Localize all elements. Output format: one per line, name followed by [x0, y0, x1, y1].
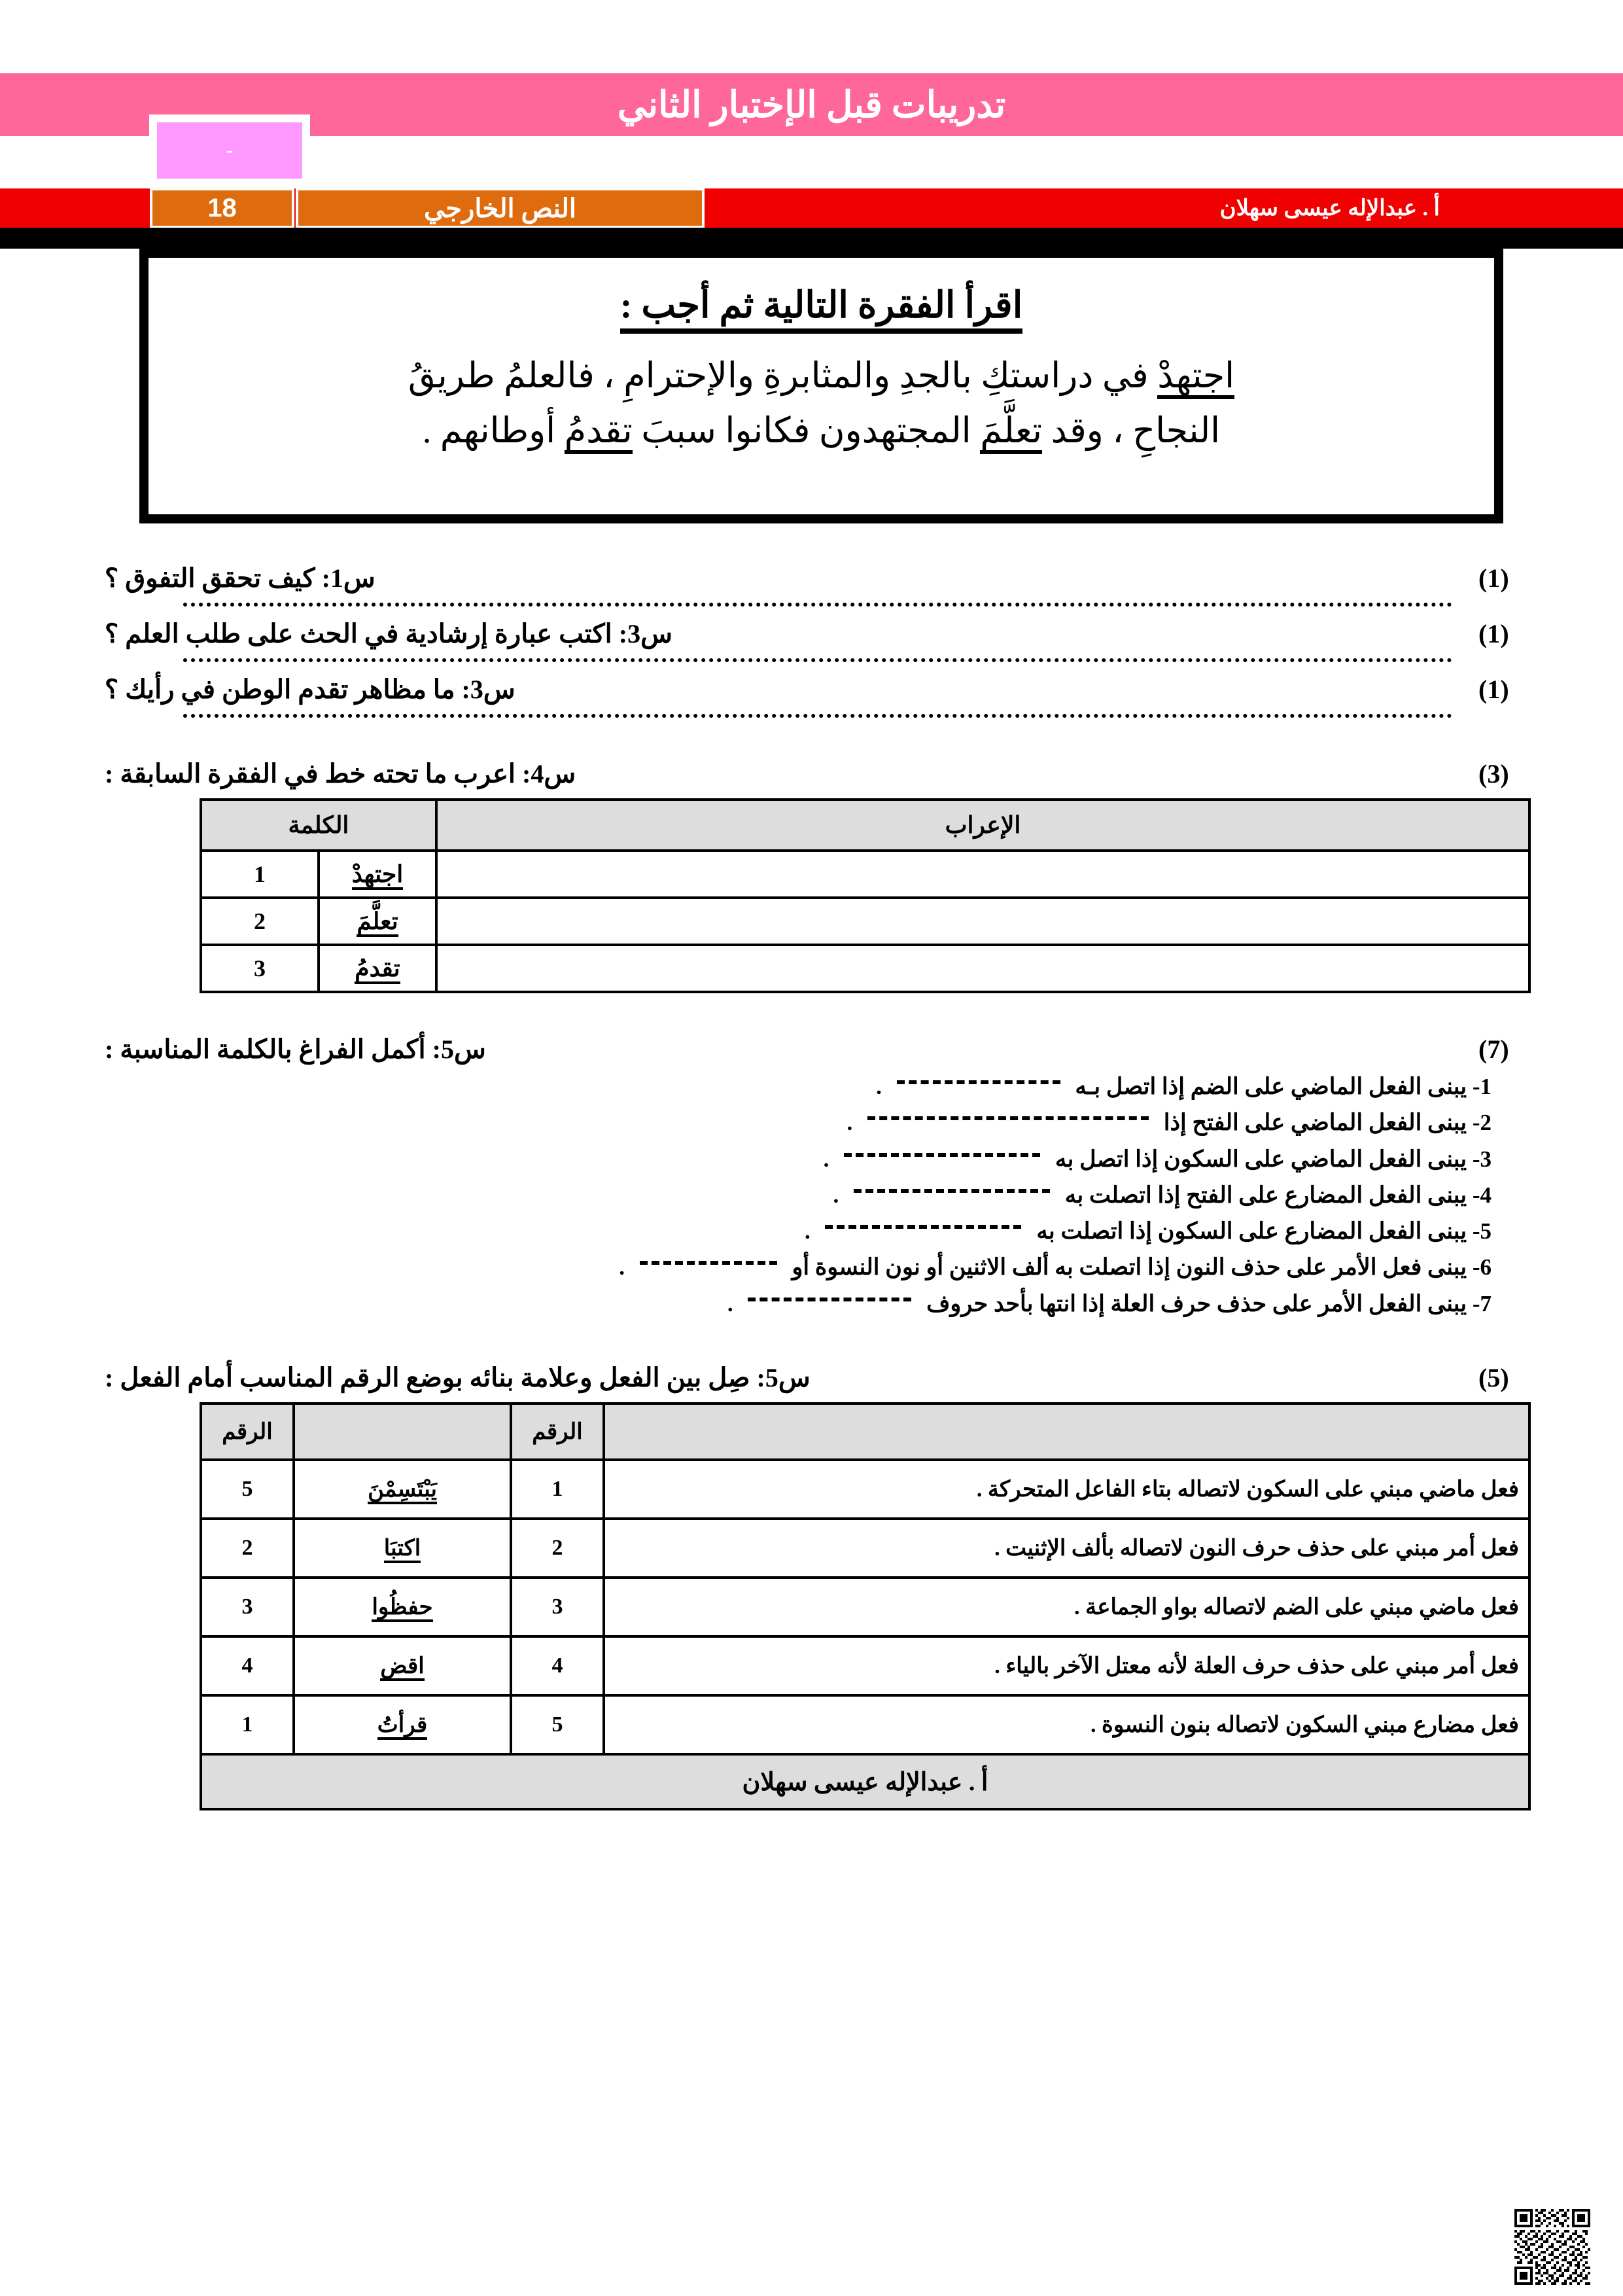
item-period: . — [619, 1254, 625, 1280]
item-number: 1- — [1472, 1074, 1492, 1099]
item-number: 7- — [1472, 1290, 1492, 1316]
item-number: 2- — [1472, 1110, 1492, 1136]
item-text: يبنى الفعل المضارع على الفتح إذا اتصلت به — [1064, 1182, 1467, 1208]
table-footer-row — [201, 1754, 1529, 1809]
item-number: 3- — [1472, 1146, 1492, 1172]
question-mark-4: (3) — [1478, 759, 1509, 788]
teacher-name-footer: أ . عبدالإله عيسى سهلان — [201, 1754, 1529, 1809]
item-text: يبنى الفعل الماضي على الفتح إذا — [1163, 1110, 1467, 1136]
question-text-5: س5: أكمل الفراغ بالكلمة المناسبة : — [105, 1034, 486, 1064]
verb-cell: اقض — [294, 1636, 511, 1695]
num-right-answer-cell[interactable]: 4 — [201, 1636, 294, 1695]
verb-cell: حفظُوا — [294, 1578, 511, 1636]
question-text-3: س3: ما مظاهر تقدم الوطن في رأيك ؟ — [105, 675, 515, 704]
desc-cell: فعل أمر مبني على حذف حرف العلة لأنه معتل الآخر بالياء . — [604, 1636, 1529, 1695]
table-header-row — [201, 1404, 1529, 1460]
item-number: 4- — [1472, 1182, 1492, 1208]
irab-answer-cell[interactable] — [436, 945, 1529, 992]
item-text: يبنى الفعل المضارع على السكون إذا اتصلت به — [1036, 1218, 1467, 1245]
desc-cell: فعل ماضي مبني على السكون لاتصاله بتاء الفاعل المتحركة . — [604, 1460, 1529, 1519]
word-cell: اجتهدْ — [319, 851, 436, 898]
table-row — [201, 851, 1529, 898]
table-row — [201, 1460, 1529, 1519]
passage-heading — [177, 284, 1465, 327]
qr-code — [1514, 2209, 1590, 2285]
fill-in-blank-list — [105, 1069, 1531, 1322]
item-period: . — [727, 1290, 733, 1316]
question-text-6: س5: صِل بين الفعل وعلامة بنائه بوضع الرقم المناسب أمام الفعل : — [105, 1363, 811, 1393]
table-row — [201, 1636, 1529, 1695]
irab-answer-cell[interactable] — [436, 851, 1529, 898]
question-mark-1: (1) — [1478, 563, 1509, 593]
question-row-1 — [105, 563, 1531, 593]
item-number: 6- — [1472, 1254, 1492, 1280]
list-item — [105, 1249, 1492, 1285]
blank-field[interactable] — [867, 1116, 1149, 1120]
row-number-cell: 2 — [201, 898, 319, 945]
verb-cell: قرأتُ — [294, 1695, 511, 1754]
passage-line2-a: النجاحِ ، وقد — [1042, 410, 1221, 450]
item-number: 5- — [1472, 1218, 1492, 1245]
item-period: . — [846, 1110, 853, 1136]
list-item — [105, 1286, 1492, 1322]
item-text: يبنى الفعل الماضي على الضم إذا اتصل بـه — [1075, 1074, 1467, 1099]
num-left-cell: 4 — [511, 1636, 604, 1695]
passage-underlined-word-3: تقدمُ — [565, 411, 633, 454]
table-row — [201, 898, 1529, 945]
blank-field[interactable] — [854, 1189, 1050, 1193]
irab-answer-cell[interactable] — [436, 898, 1529, 945]
item-text: يبنى الفعل الماضي على السكون إذا اتصل به — [1055, 1146, 1467, 1172]
question-text-4: س4: اعرب ما تحته خط في الفقرة السابقة : — [105, 759, 576, 788]
question-text-1: س1: كيف تحقق التفوق ؟ — [105, 563, 375, 593]
verb-cell: يَبْتَسِمْنَ — [294, 1460, 511, 1519]
table-row — [201, 1578, 1529, 1636]
item-text: يبنى فعل الأمر على حذف النون إذا اتصلت به ألف الاثنين أو نون النسوة أو — [792, 1254, 1467, 1280]
list-item — [105, 1141, 1492, 1177]
table-row — [201, 945, 1529, 992]
passage-underlined-word-2: تعلَّمَ — [980, 411, 1042, 454]
desc-cell: فعل أمر مبني على حذف حرف النون لاتصاله بألف الإثنيت . — [604, 1519, 1529, 1578]
question-mark-5: (7) — [1478, 1034, 1509, 1064]
passage-underlined-word-1: اجتهدْ — [1157, 356, 1234, 399]
worksheet-content — [105, 563, 1531, 1810]
list-item — [105, 1213, 1492, 1249]
row-number-cell: 1 — [201, 851, 319, 898]
desc-cell: فعل مضارع مبني السكون لاتصاله بنون النسوة . — [604, 1695, 1529, 1754]
question-text-2: س3: اكتب عبارة إرشادية في الحث على طلب العلم ؟ — [105, 619, 672, 648]
word-cell: تعلَّمَ — [319, 898, 436, 945]
blank-field[interactable] — [897, 1080, 1060, 1084]
num-right-answer-cell[interactable]: 3 — [201, 1578, 294, 1636]
num-right-column-header: الرقم — [201, 1404, 294, 1460]
word-cell: تقدمُ — [319, 945, 436, 992]
header-pink-chip: - — [149, 115, 310, 186]
blank-field[interactable] — [844, 1153, 1040, 1157]
passage-line2-c: المجتهدون فكانوا سببَ — [632, 410, 981, 450]
num-left-cell: 1 — [511, 1460, 604, 1519]
matching-table — [200, 1402, 1531, 1810]
item-text: يبنى الفعل الأمر على حذف حرف العلة إذا انتها بأحد حروف — [926, 1290, 1467, 1316]
passage-line2-e: أوطانهم . — [422, 410, 565, 450]
table-row — [201, 1695, 1529, 1754]
desc-cell: فعل ماضي مبني على الضم لاتصاله بواو الجماعة . — [604, 1578, 1529, 1636]
passage-line1-rest: في دراستكِ بالجدِ والمثابرةِ والإحترامِ ، فالعلمُ طريقُ — [408, 356, 1158, 395]
blank-field[interactable] — [825, 1225, 1021, 1229]
num-right-answer-cell[interactable]: 5 — [201, 1460, 294, 1519]
passage-box — [139, 249, 1503, 523]
question-row-3 — [105, 674, 1531, 705]
question-mark-6: (5) — [1478, 1363, 1509, 1393]
list-item — [105, 1177, 1492, 1213]
num-left-cell: 2 — [511, 1519, 604, 1578]
word-column-header: الكلمة — [201, 800, 436, 851]
item-period: . — [823, 1146, 829, 1172]
question-row-5 — [105, 1034, 1531, 1065]
passage-body — [177, 349, 1465, 458]
irab-column-header: الإعراب — [436, 800, 1529, 851]
passage-heading-text: اقرأ الفقرة التالية ثم أجب : — [620, 285, 1023, 334]
irab-table — [200, 798, 1531, 993]
question-mark-3: (1) — [1478, 675, 1509, 704]
num-right-answer-cell[interactable]: 1 — [201, 1695, 294, 1754]
row-number-cell: 3 — [201, 945, 319, 992]
item-period: . — [876, 1074, 882, 1099]
page-title: تدريبات قبل الإختبار الثاني — [617, 84, 1006, 126]
list-item — [105, 1104, 1492, 1140]
table-header-row — [201, 800, 1529, 851]
question-row-6 — [105, 1362, 1531, 1393]
item-period: . — [833, 1182, 839, 1208]
question-row-4 — [105, 758, 1531, 789]
num-right-answer-cell[interactable]: 2 — [201, 1519, 294, 1578]
teacher-name-header: أ . عبدالإله عيسى سهلان — [1219, 196, 1440, 221]
blank-field[interactable] — [640, 1261, 777, 1265]
verb-column-header — [294, 1404, 511, 1460]
num-left-cell: 3 — [511, 1578, 604, 1636]
list-item — [105, 1069, 1492, 1104]
question-mark-2: (1) — [1478, 619, 1509, 648]
num-left-column-header: الرقم — [511, 1404, 604, 1460]
verb-cell: اكتبَا — [294, 1519, 511, 1578]
num-left-cell: 5 — [511, 1695, 604, 1754]
item-period: . — [804, 1218, 811, 1245]
blank-field[interactable] — [748, 1298, 911, 1301]
table-row — [201, 1519, 1529, 1578]
page-number-badge: 18 — [150, 188, 294, 228]
section-label-badge: النص الخارجي — [296, 188, 705, 228]
desc-column-header — [604, 1404, 1529, 1460]
header-black-strip — [0, 228, 1623, 249]
question-row-2 — [105, 618, 1531, 649]
